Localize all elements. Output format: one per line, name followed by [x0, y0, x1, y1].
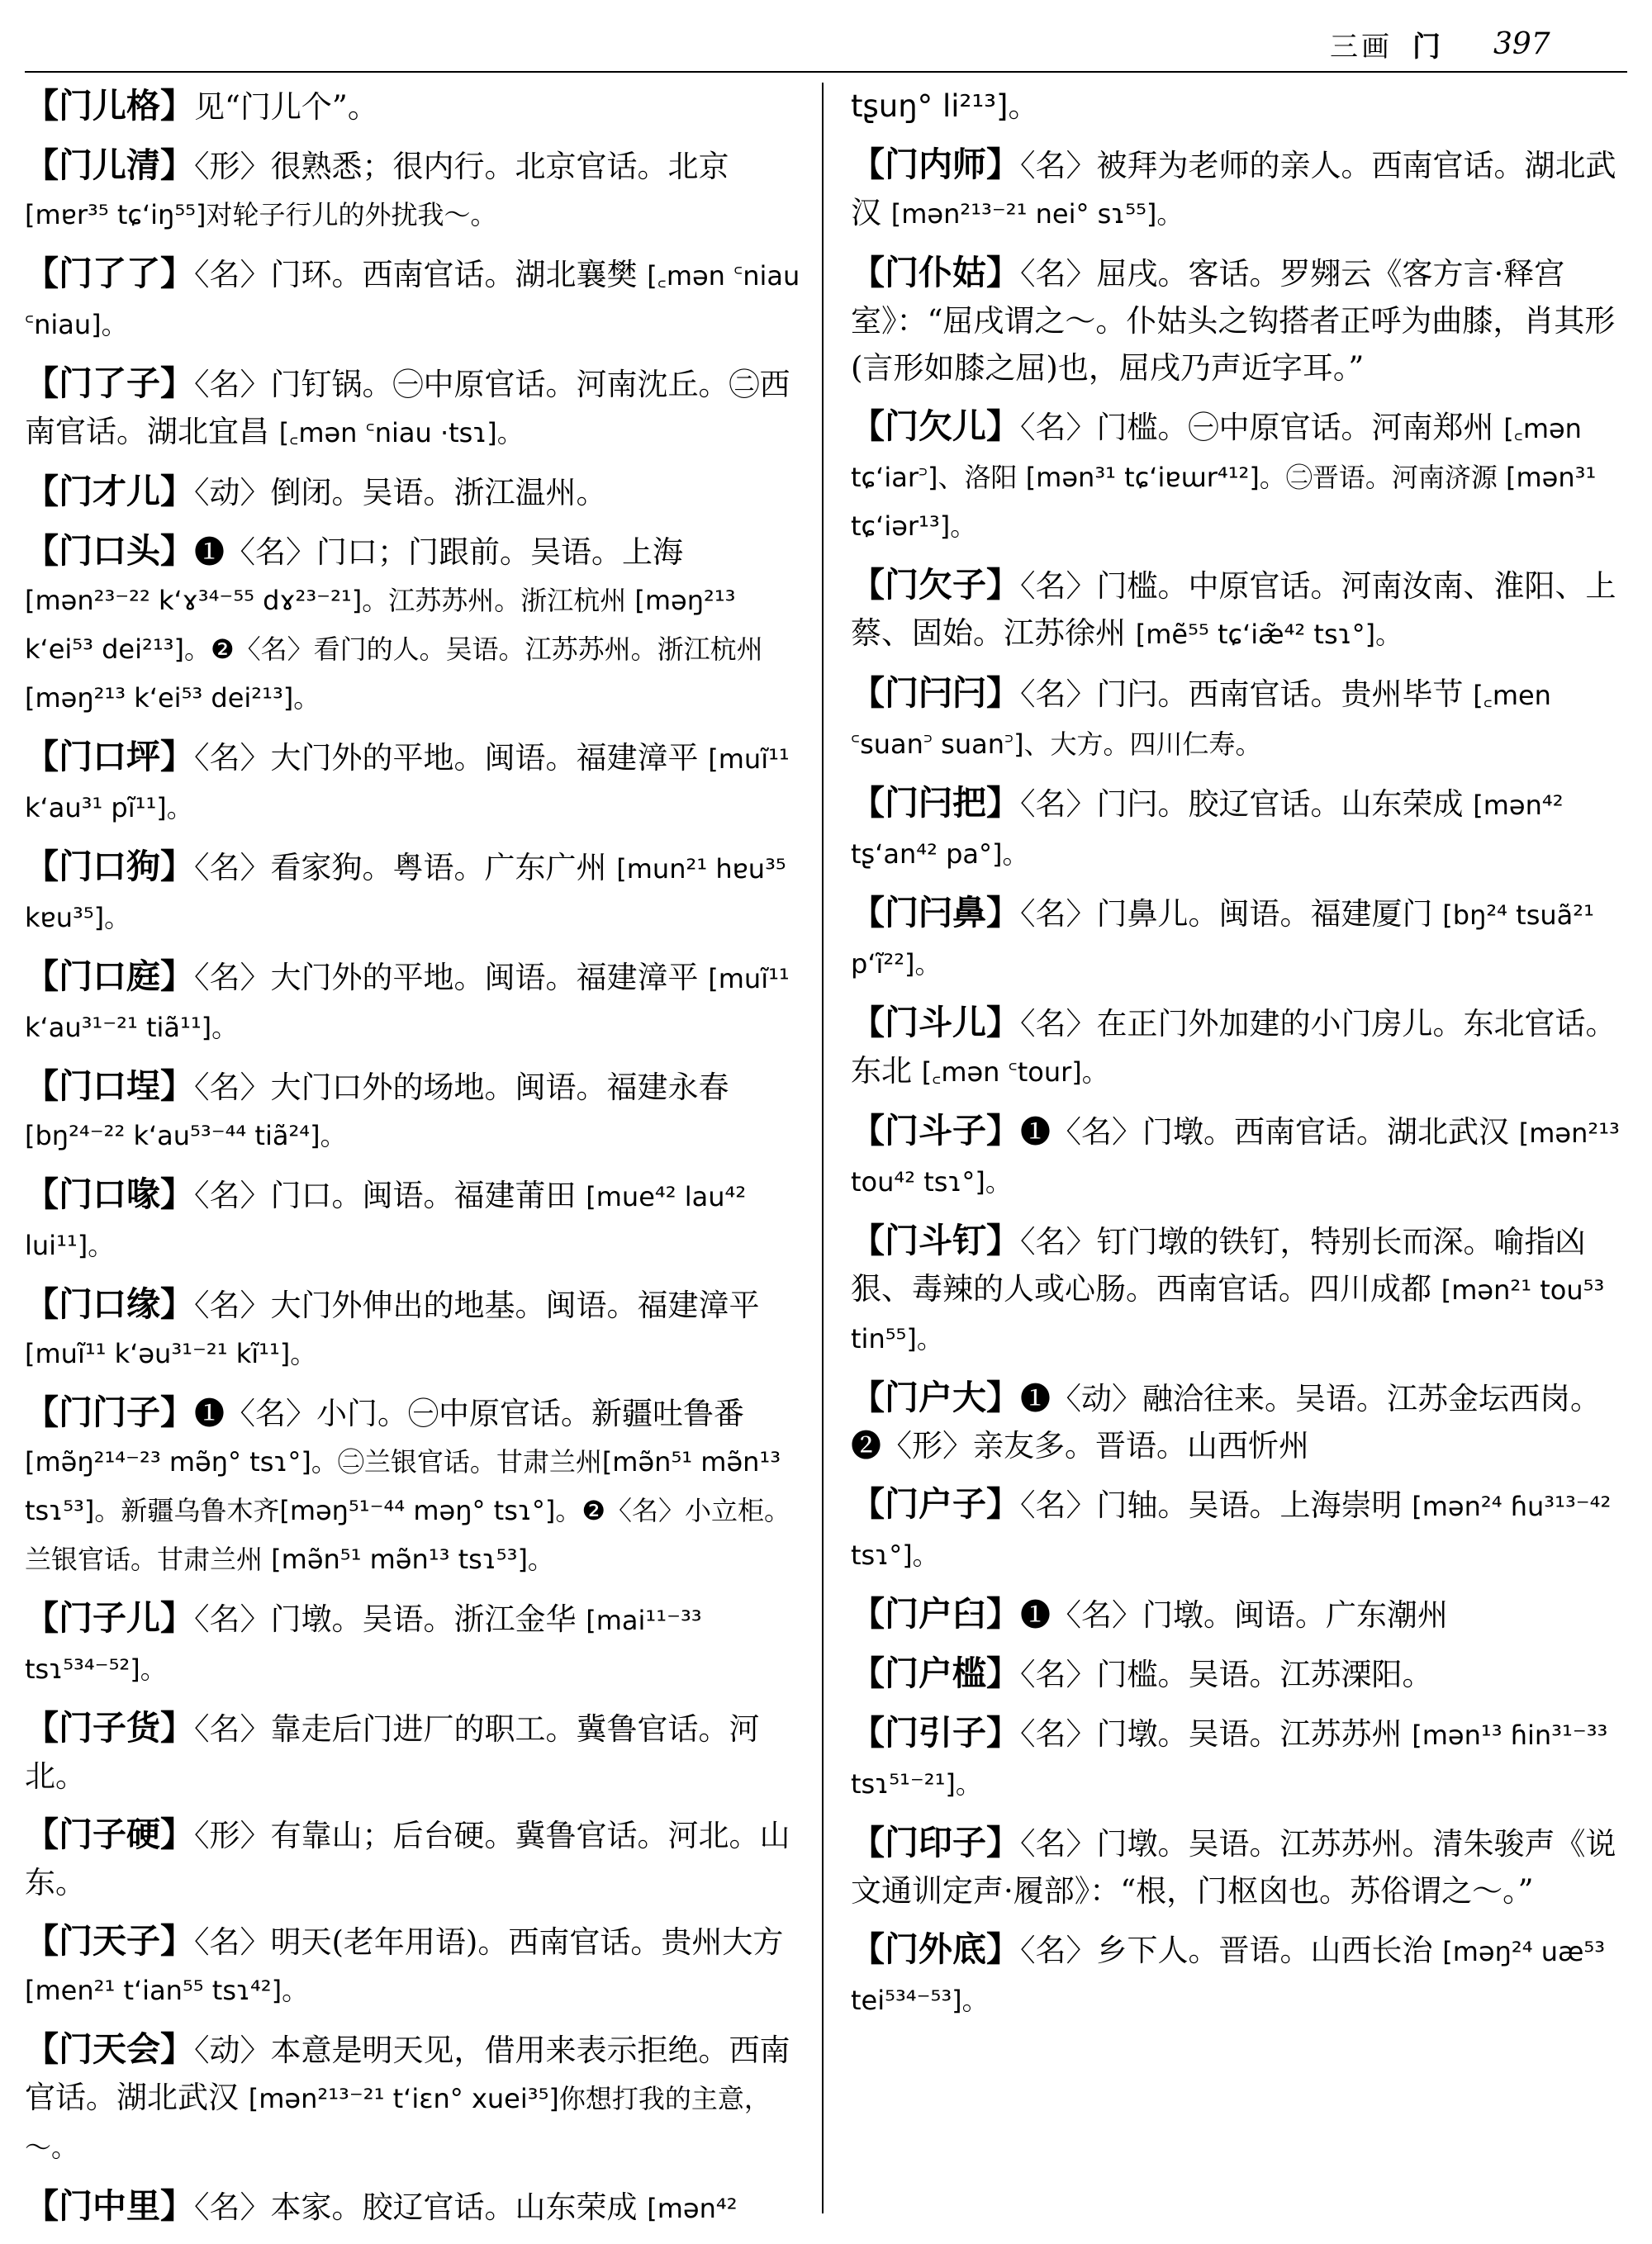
section-label: 三画	[1330, 30, 1393, 64]
dictionary-entry	[851, 1374, 1627, 1469]
entry-definition: 〈动〉本意是明天见，借用来表示拒绝。西南官话。湖北武汉	[25, 2033, 790, 2115]
dictionary-entry	[851, 780, 1627, 878]
dictionary-entry	[25, 843, 801, 942]
entry-pronunciation: [mun²¹ hɐu³⁵ kɐu³⁵]。	[25, 853, 786, 933]
entry-definition: 〈名〉门钉锅。㊀中原官话。河南沈丘。㊁西南官话。湖北宜昌	[25, 367, 790, 449]
entry-headword: 【门内师】	[851, 145, 1020, 184]
entry-definition: 〈名〉门墩。吴语。江苏苏州	[1020, 1716, 1403, 1752]
entry-pronunciation: [mə̃ŋ²¹⁴⁻²³ mə̃ŋ° tsɿ°]。㊁兰银官话。甘肃兰州[mə̃n⁵¹ mə̃n¹³ tsɿ⁵³]。新疆乌鲁木齐[məŋ⁵¹⁻⁴⁴ məŋ° tsɿ°]。❷〈名〉小立柜。兰银官话。甘肃兰州 [mə̃n⁵¹ mə̃n¹³ tsɿ⁵³]。	[25, 1446, 791, 1575]
dictionary-entry	[851, 1926, 1627, 2024]
entry-pronunciation: [mən²⁴ ɦu³¹³⁻⁴² tsɿ°]。	[851, 1491, 1612, 1571]
entry-pronunciation: [mən⁴² tʂʻan⁴² pa°]。	[851, 790, 1564, 870]
entry-headword: 【门才儿】	[25, 472, 194, 511]
entry-headword: 【门欠儿】	[851, 406, 1020, 446]
entry-definition: 〈名〉大门外伸出的地基。闽语。福建漳平	[194, 1288, 760, 1323]
entry-pronunciation: [mɐr³⁵ tɕʻiŋ⁵⁵]对轮子行儿的外扰我～。	[25, 199, 497, 230]
entry-definition: ❶〈名〉门墩。闽语。广东潮州	[1020, 1597, 1448, 1633]
dictionary-entry	[25, 2026, 801, 2171]
entry-headword: 【门儿格】	[25, 86, 194, 126]
dictionary-entry	[25, 1281, 801, 1378]
entry-pronunciation: [꜀mən ꜂tour]。	[921, 1056, 1108, 1088]
column-divider	[822, 83, 824, 2213]
dictionary-entry	[25, 733, 801, 832]
right-column	[851, 83, 1627, 2036]
dictionary-entry	[25, 1918, 801, 2014]
entry-headword: 【门子儿】	[25, 1598, 194, 1638]
dictionary-entry	[25, 1389, 801, 1583]
entry-definition: 〈名〉大门外的平地。闽语。福建漳平	[194, 740, 699, 776]
dictionary-entry	[851, 1591, 1627, 1639]
dictionary-entry	[25, 1595, 801, 1693]
entry-pronunciation: [muĩ¹¹ kʻau³¹⁻²¹ tiã¹¹]。	[25, 963, 790, 1043]
entry-pronunciation: [꜀mən tɕʻiar꜄]、洛阳 [mən³¹ tɕʻiɐɯr⁴¹²]。㊁晋语。河南济源 [mən³¹ tɕʻiər¹³]。	[851, 413, 1597, 542]
entry-pronunciation: [꜀men ꜂suan꜄ suan꜄]、大方。四川仁寿。	[851, 680, 1551, 760]
entry-headword: 【门斗儿】	[851, 1003, 1020, 1042]
entry-definition: ❶〈名〉小门。㊀中原官话。新疆吐鲁番	[194, 1396, 744, 1431]
entry-definition: 〈名〉门鼻儿。闽语。福建厦门	[1020, 896, 1433, 932]
dictionary-entry	[851, 249, 1627, 391]
entry-definition: 〈形〉有靠山；后台硬。冀鲁官话。河北。山东。	[25, 1818, 790, 1900]
dictionary-entry	[25, 528, 801, 722]
entry-definition: 〈名〉本家。胶辽官话。山东荣成	[194, 2189, 638, 2225]
dictionary-entry	[851, 999, 1627, 1096]
dictionary-entry	[25, 142, 801, 239]
entry-pronunciation: [mən⁴²	[647, 2193, 738, 2224]
entry-definition: 〈名〉门槛。中原官话。河南汝南、淮阳、上蔡、固始。江苏徐州	[851, 568, 1616, 651]
entry-definition: 〈名〉门墩。吴语。江苏苏州。清朱骏声《说文通训定声·履部》：“根，门枢囟也。苏俗谓之～。”	[851, 1826, 1616, 1909]
entry-pronunciation: [mən²¹³ tou⁴² tsɿ°]。	[851, 1117, 1620, 1198]
left-column	[25, 83, 801, 2244]
dictionary-entry	[25, 250, 801, 349]
entry-headword: 【门外底】	[851, 1929, 1020, 1969]
entry-headword: 【门户大】	[851, 1378, 1020, 1417]
entry-headword: 【门天会】	[25, 2029, 194, 2069]
entry-definition: 〈名〉门闩。胶辽官话。山东荣成	[1020, 786, 1464, 822]
entry-headword: 【门口喙】	[25, 1174, 194, 1214]
entry-definition: 〈名〉门环。西南官话。湖北襄樊	[194, 257, 638, 292]
entry-headword: 【门口庭】	[25, 956, 194, 996]
entry-headword: 【门中里】	[25, 2186, 194, 2226]
entry-pronunciation: [men²¹ tʻian⁵⁵ tsɿ⁴²]。	[25, 1975, 309, 2006]
entry-definition: 〈名〉门墩。吴语。浙江金华	[194, 1601, 577, 1637]
dictionary-entry	[851, 1819, 1627, 1914]
entry-pronunciation: [mẽ⁵⁵ tɕʻiæ̃⁴² tsɿ°]。	[1135, 619, 1403, 650]
dictionary-entry	[851, 1217, 1627, 1363]
dictionary-entry	[25, 1171, 801, 1269]
entry-definition: 〈名〉屈戌。客话。罗翙云《客方言·释宫室》：“屈戌谓之～。仆姑头之钩搭者正呼为曲膝，肖其形(言形如膝之屈)也，屈戌乃声近字耳。”	[851, 256, 1616, 386]
dictionary-entry	[25, 1811, 801, 1906]
entry-definition: 〈名〉门轴。吴语。上海崇明	[1020, 1487, 1403, 1523]
dictionary-entry	[851, 1650, 1627, 1698]
entry-headword: 【门了了】	[25, 254, 194, 293]
entry-definition: 〈动〉倒闭。吴语。浙江温州。	[194, 475, 607, 510]
entry-headword: 【门口坪】	[25, 737, 194, 776]
dictionary-entry	[25, 468, 801, 516]
dictionary-entry	[25, 1705, 801, 1800]
entry-headword: 【门口头】	[25, 531, 194, 571]
entry-pronunciation: [꜀mən ꜂niau ·tsɿ]。	[278, 417, 524, 448]
header-rule	[25, 71, 1627, 73]
header-char: 门	[1412, 30, 1444, 64]
entry-headword: 【门子硬】	[25, 1815, 194, 1854]
entry-definition: 〈名〉门槛。吴语。江苏溧阳。	[1020, 1657, 1433, 1692]
dictionary-entry	[851, 403, 1627, 550]
dictionary-entry	[25, 83, 801, 130]
entry-headword: 【门斗钉】	[851, 1221, 1020, 1260]
dictionary-entry	[851, 1710, 1627, 1808]
entry-definition: 〈名〉大门口外的场地。闽语。福建永春	[194, 1070, 729, 1105]
entry-pronunciation: [məŋ²⁴ uæ⁵³ tei⁵³⁴⁻⁵³]。	[851, 1936, 1606, 2016]
entry-definition: 〈名〉看家狗。粤语。广东广州	[194, 850, 607, 885]
entry-headword: 【门闩闩】	[851, 673, 1020, 713]
entry-pronunciation: [mue⁴² lau⁴² lui¹¹]。	[25, 1181, 747, 1261]
page-number: 397	[1493, 26, 1550, 61]
dictionary-entry	[851, 1481, 1627, 1579]
entry-definition: 〈名〉钉门墩的铁钉，特别长而深。喻指凶狠、毒辣的人或心肠。西南官话。四川成都	[851, 1224, 1586, 1307]
dictionary-entry	[25, 360, 801, 457]
entry-definition: 〈名〉大门外的平地。闽语。福建漳平	[194, 960, 699, 995]
entry-headword: 【门口埕】	[25, 1066, 194, 1106]
dictionary-entry	[851, 562, 1627, 658]
entry-headword: 【门仆姑】	[851, 253, 1020, 292]
entry-pronunciation: [bŋ²⁴ tsuã²¹ pʻĩ²²]。	[851, 899, 1594, 980]
entry-definition: 〈形〉很熟悉；很内行。北京官话。北京	[194, 149, 729, 184]
entry-headword: 【门户槛】	[851, 1653, 1020, 1693]
entry-headword: 【门闩把】	[851, 783, 1020, 823]
entry-headword: 【门户臼】	[851, 1594, 1020, 1634]
continued-text: tʂuŋ° li²¹³]。	[851, 88, 1039, 124]
entry-definition: ❶〈名〉门口；门跟前。吴语。上海	[194, 534, 683, 570]
dictionary-entry	[25, 2183, 801, 2232]
entry-headword: 【门欠子】	[851, 565, 1020, 605]
entry-headword: 【门天子】	[25, 1921, 194, 1961]
entry-headword: 【门口缘】	[25, 1284, 194, 1324]
entry-headword: 【门了子】	[25, 363, 194, 403]
entry-headword: 【门儿清】	[25, 145, 194, 185]
entry-pronunciation: [꜀mən ꜂niau ꜂niau]。	[25, 260, 800, 340]
entry-pronunciation: [bŋ²⁴⁻²² kʻau⁵³⁻⁴⁴ tiã²⁴]。	[25, 1120, 347, 1151]
entry-definition: 〈名〉被拜为老师的亲人。西南官话。湖北武汉	[851, 148, 1616, 230]
entry-headword: 【门子货】	[25, 1708, 194, 1748]
entry-headword: 【门户子】	[851, 1484, 1020, 1524]
entry-definition: 〈名〉门闩。西南官话。贵州毕节	[1020, 676, 1464, 712]
entry-headword: 【门引子】	[851, 1713, 1020, 1753]
dictionary-entry	[851, 670, 1627, 768]
dictionary-entry	[851, 890, 1627, 988]
entry-headword: 【门门子】	[25, 1392, 194, 1432]
entry-headword: 【门闩鼻】	[851, 893, 1020, 932]
entry-pronunciation: [muĩ¹¹ kʻau³¹ pĩ¹¹]。	[25, 743, 790, 823]
entry-pronunciation: [mən²¹ tou⁵³ tin⁵⁵]。	[851, 1274, 1605, 1354]
entry-headword: 【门口狗】	[25, 847, 194, 886]
dictionary-entry	[25, 953, 801, 1051]
entry-headword: 【门印子】	[851, 1823, 1020, 1862]
entry-definition: ❶〈动〉融洽往来。吴语。江苏金坛西岗。❷〈形〉亲友多。晋语。山西忻州	[851, 1381, 1601, 1464]
entry-headword: 【门斗子】	[851, 1111, 1020, 1150]
dictionary-entry	[851, 1108, 1627, 1206]
entry-definition: 〈名〉门口。闽语。福建莆田	[194, 1178, 577, 1213]
entry-pronunciation: [mən²¹³⁻²¹ nei° sɿ⁵⁵]。	[890, 198, 1184, 230]
dictionary-entry	[851, 141, 1627, 238]
entry-definition: 见“门儿个”。	[194, 89, 378, 125]
entry-pronunciation: [mən¹³ ɦin³¹⁻³³ tsɿ⁵¹⁻²¹]。	[851, 1720, 1608, 1800]
entry-definition: 〈名〉在正门外加建的小门房儿。东北官话。东北	[851, 1006, 1616, 1089]
entry-definition: 〈名〉门槛。㊀中原官话。河南郑州	[1020, 410, 1494, 445]
entry-pronunciation: [mən²¹³⁻²¹ tʻiɛn° xuei³⁵]你想打我的主意，～。	[25, 2083, 771, 2163]
entry-pronunciation: [mən²³⁻²² kʻɤ³⁴⁻⁵⁵ dɤ²³⁻²¹]。江苏苏州。浙江杭州 [məŋ²¹³ kʻei⁵³ dei²¹³]。❷〈名〉看门的人。吴语。江苏苏州。浙江杭州[məŋ²¹³ kʻei⁵³ dei²¹³]。	[25, 585, 763, 714]
entry-definition: 〈名〉乡下人。晋语。山西长治	[1020, 1933, 1433, 1968]
page-header	[1330, 23, 1627, 64]
dictionary-entry	[25, 1063, 801, 1160]
entry-definition: 〈名〉靠走后门进厂的职工。冀鲁官话。河北。	[25, 1711, 760, 1794]
entry-definition: ❶〈名〉门墩。西南官话。湖北武汉	[1020, 1114, 1509, 1150]
entry-definition: 〈名〉明天(老年用语)。西南官话。贵州大方	[194, 1924, 784, 1960]
entry-pronunciation: [muĩ¹¹ kʻəu³¹⁻²¹ kĩ¹¹]。	[25, 1338, 317, 1369]
entry-pronunciation: [mai¹¹⁻³³ tsɿ⁵³⁴⁻⁵²]。	[25, 1605, 702, 1685]
